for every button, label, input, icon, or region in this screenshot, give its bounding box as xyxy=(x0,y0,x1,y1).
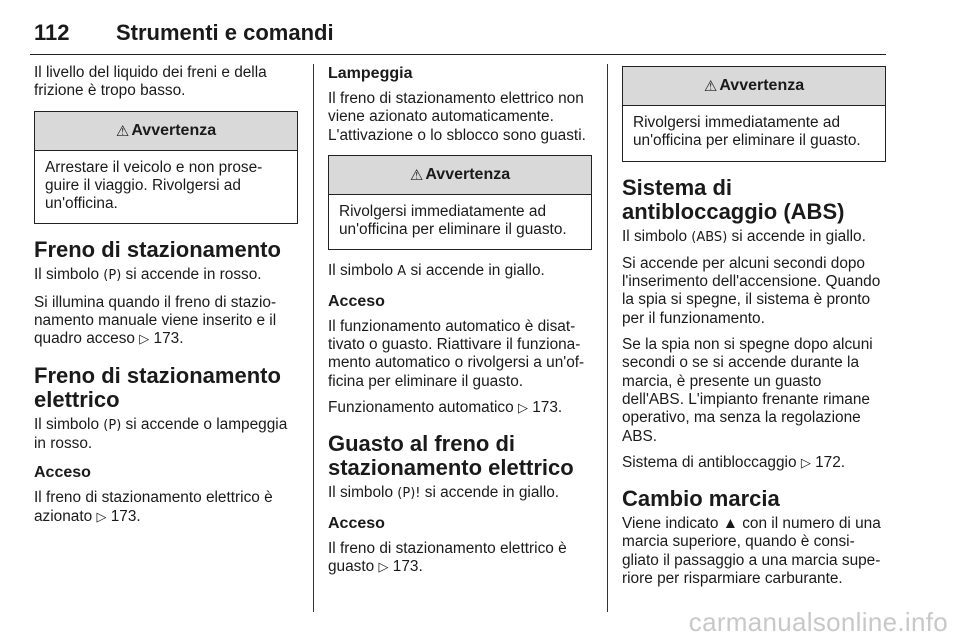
warning-body xyxy=(329,195,591,250)
paragraph: Il freno di stazionamento elettrico non viene azionato automaticamente. L'attivazione o lo sblocco sono guasti. xyxy=(328,90,586,144)
warning-title: Avvertenza xyxy=(425,165,511,183)
chapter-title: Strumenti e comandi xyxy=(116,20,334,45)
column-2 xyxy=(328,64,592,585)
watermark: carmanualsonline.info xyxy=(688,607,948,637)
abs-icon: (ABS) xyxy=(691,229,728,245)
warning-title: Avvertenza xyxy=(719,77,805,94)
paragraph: Si illumina quando il freno di stazio- namento manuale viene inserito e il quadro acceso ▷ 173. xyxy=(34,293,277,348)
page-ref-arrow-icon: ▷ xyxy=(96,509,107,525)
paragraph: Il simbolo A si accende in giallo. xyxy=(328,262,545,280)
warning-box xyxy=(34,111,298,225)
section-title-gear-shift: Cambio marcia xyxy=(622,486,780,512)
page-ref-arrow-icon: ▷ xyxy=(139,332,150,348)
paragraph: Il funzionamento automatico è disat- tivato o guasto. Riattivare il funziona- mento automatico o rivolgersi a un'of- ficina per eliminare il guasto. xyxy=(328,317,585,390)
warning-text: Arrestare il veicolo e non prose- guire il viaggio. Rivolgersi ad un'officina. xyxy=(45,158,263,213)
parking-brake-icon: (P) xyxy=(103,268,122,284)
warning-title: Avvertenza xyxy=(131,121,217,139)
section-title-abs: Sistema di antibloccaggio (ABS) xyxy=(622,174,845,224)
section-title-parking-brake-failure: Guasto al freno di stazionamento elettrico xyxy=(328,431,574,481)
parking-brake-fault-icon: (P)! xyxy=(397,486,421,502)
parking-brake-icon: (P) xyxy=(103,417,122,433)
page-ref-arrow-icon: ▷ xyxy=(800,455,811,471)
page-ref-arrow-icon: ▷ xyxy=(378,559,389,575)
section-title-electric-parking-brake: Freno di stazionamento elettrico xyxy=(34,362,281,412)
warning-text: Rivolgersi immediatamente ad un'officina per eliminare il guasto. xyxy=(339,202,567,239)
paragraph: Si accende per alcuni secondi dopo l'inserimento dell'accensione. Quando la spia si spegne, il sistema è pronto per il funzionamento. xyxy=(622,254,881,327)
paragraph: Il simbolo (ABS) si accende in giallo. xyxy=(622,227,866,245)
paragraph: Il freno di stazionamento elettrico è azionato ▷ 173. xyxy=(34,489,273,525)
warning-header xyxy=(35,112,297,151)
warning-header xyxy=(623,67,885,106)
warning-text: Rivolgersi immediatamente ad un'officina per eliminare il guasto. xyxy=(633,114,861,150)
page-ref-arrow-icon: ▷ xyxy=(517,400,528,416)
section-title-parking-brake: Freno di stazionamento xyxy=(34,237,281,263)
subheading-acceso: Acceso xyxy=(34,464,91,482)
paragraph: Il simbolo (P) si accende o lampeggia in rosso. xyxy=(34,415,288,452)
subheading-lampeggia: Lampeggia xyxy=(328,65,413,82)
paragraph: Funzionamento automatico ▷ 173. xyxy=(328,398,563,416)
column-divider xyxy=(313,64,314,612)
subheading-acceso: Acceso xyxy=(328,514,385,532)
paragraph: Il freno di stazionamento elettrico è guasto ▷ 173. xyxy=(328,539,567,575)
warning-icon: ⚠ xyxy=(115,122,130,140)
column-3 xyxy=(622,64,886,596)
column-1 xyxy=(34,64,298,535)
paragraph: Il simbolo (P)! si accende in giallo. xyxy=(328,484,560,502)
paragraph: Sistema di antibloccaggio ▷ 172. xyxy=(622,453,846,471)
paragraph: Il simbolo (P) si accende in rosso. xyxy=(34,266,262,284)
warning-body xyxy=(623,106,885,161)
paragraph: Viene indicato ▲ con il numero di una marcia superiore, quando è consi- gliato il passaggio a una marcia supe- riore per risparmiare carburante. xyxy=(622,515,881,588)
page-header xyxy=(30,20,886,55)
warning-header xyxy=(329,156,591,195)
page-number: 112 xyxy=(34,20,70,45)
warning-icon: ⚠ xyxy=(409,166,424,184)
subheading-acceso: Acceso xyxy=(328,292,385,310)
intro-text: Il livello del liquido dei freni e della frizione è tropo basso. xyxy=(34,64,267,100)
auto-parking-icon: A xyxy=(397,264,407,280)
warning-box xyxy=(622,66,886,162)
warning-body xyxy=(35,151,297,224)
paragraph: Se la spia non si spegne dopo alcuni secondi o se si accende durante la marcia, è presente un guasto dell'ABS. L'impianto frenante rimane operativo, ma senza la regolazione ABS. xyxy=(622,336,873,445)
warning-box xyxy=(328,155,592,251)
warning-icon: ⚠ xyxy=(703,78,718,95)
upshift-arrow-icon: ▲ xyxy=(722,515,738,533)
column-divider xyxy=(607,64,608,612)
